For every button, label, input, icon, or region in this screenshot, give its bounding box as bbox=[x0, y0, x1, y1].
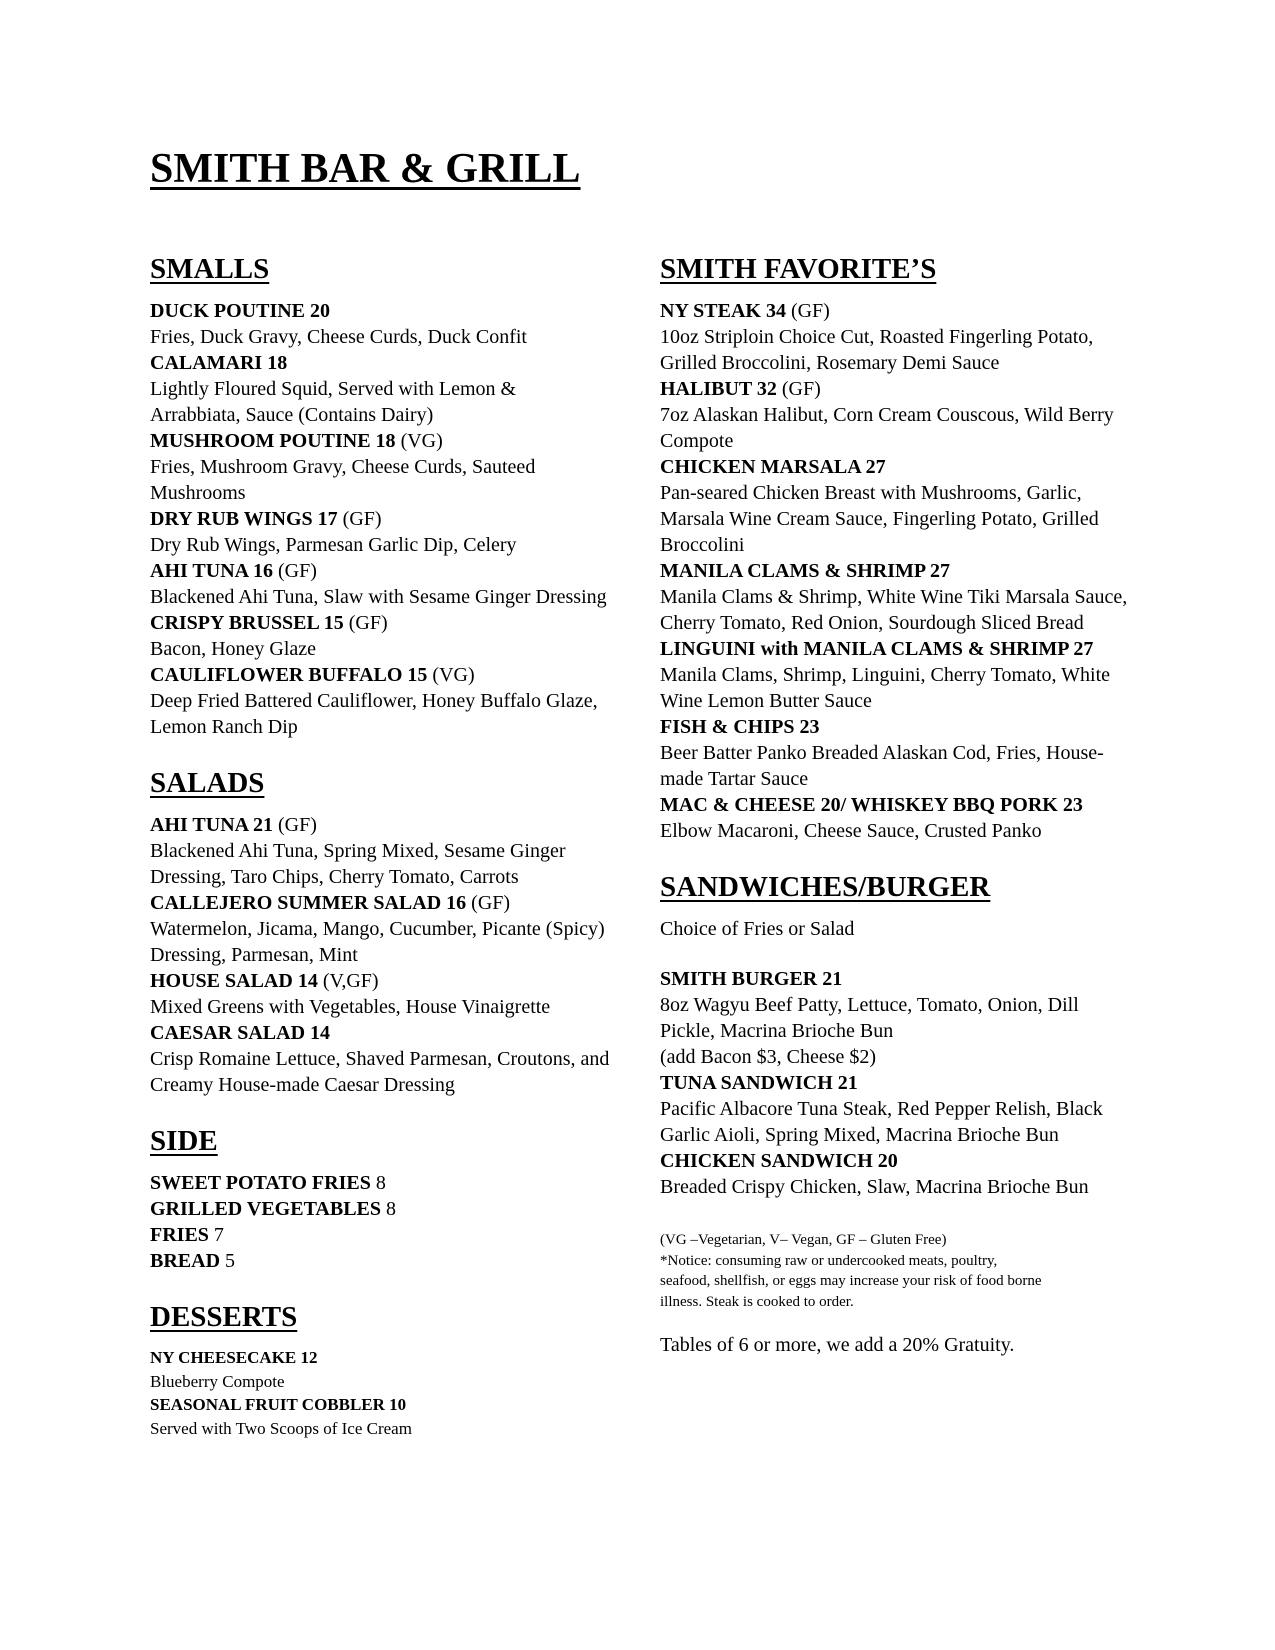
diet-tag: (VG) bbox=[400, 430, 443, 452]
menu-item-desc: 7oz Alaskan Halibut, Corn Cream Couscous, Wild Berry Compote bbox=[660, 404, 1114, 452]
diet-tag: (GF) bbox=[790, 300, 830, 322]
menu-item-name: MUSHROOM POUTINE 18 (VG) bbox=[150, 430, 443, 452]
diet-tag: (GF) bbox=[342, 508, 382, 530]
menu-item-desc: Lightly Floured Squid, Served with Lemon & Arrabbiata, Sauce (Contains Dairy) bbox=[150, 378, 517, 426]
diet-tag: (GF) bbox=[471, 892, 511, 914]
side-heading: SIDE bbox=[150, 1125, 218, 1157]
menu-item-name: DUCK POUTINE 20 bbox=[150, 300, 331, 322]
menu-item-desc: Watermelon, Jicama, Mango, Cucumber, Picante (Spicy) Dressing, Parmesan, Mint bbox=[150, 918, 605, 966]
favorites-section bbox=[660, 252, 1130, 844]
favorites-heading: SMITH FAVORITE’S bbox=[660, 253, 937, 285]
menu-item-name: HOUSE SALAD 14 (V,GF) bbox=[150, 970, 379, 992]
side-item: SWEET POTATO FRIES 8 bbox=[150, 1172, 386, 1194]
sandwiches-intro: Choice of Fries or Salad bbox=[660, 918, 855, 940]
menu-item-desc: Blackened Ahi Tuna, Slaw with Sesame Ginger Dressing bbox=[150, 586, 607, 608]
right-column bbox=[660, 252, 1130, 1384]
menu-item-desc: Manila Clams, Shrimp, Linguini, Cherry Tomato, White Wine Lemon Butter Sauce bbox=[660, 664, 1111, 712]
menu-item-desc: Mixed Greens with Vegetables, House Vinaigrette bbox=[150, 996, 551, 1018]
menu-item-desc: Pacific Albacore Tuna Steak, Red Pepper Relish, Black Garlic Aioli, Spring Mixed, Macrina Brioche Bun bbox=[660, 1098, 1103, 1146]
left-column bbox=[150, 252, 610, 1466]
menu-item-desc: Elbow Macaroni, Cheese Sauce, Crusted Panko bbox=[660, 820, 1042, 842]
side-item: GRILLED VEGETABLES 8 bbox=[150, 1198, 397, 1220]
diet-tag: (GF) bbox=[278, 814, 317, 836]
menu-item-desc: Crisp Romaine Lettuce, Shaved Parmesan, Croutons, and Creamy House-made Caesar Dressing bbox=[150, 1048, 610, 1096]
menu-item-desc: 10oz Striploin Choice Cut, Roasted Fingerling Potato, Grilled Broccolini, Rosemary Demi Sauce bbox=[660, 326, 1094, 374]
side-item: BREAD 5 bbox=[150, 1250, 236, 1272]
sandwiches-heading: SANDWICHES/BURGER bbox=[660, 871, 991, 903]
menu-item-name: DRY RUB WINGS 17 (GF) bbox=[150, 508, 382, 530]
price: 8 bbox=[386, 1198, 397, 1220]
menu-item-desc: 8oz Wagyu Beef Patty, Lettuce, Tomato, Onion, Dill Pickle, Macrina Brioche Bun bbox=[660, 994, 1079, 1042]
diet-tag: (GF) bbox=[278, 560, 317, 582]
diet-tag: (VG) bbox=[432, 664, 475, 686]
menu-item-name: LINGUINI with MANILA CLAMS & SHRIMP 27 bbox=[660, 638, 1094, 660]
menu-item-name: CALLEJERO SUMMER SALAD 16 (GF) bbox=[150, 892, 511, 914]
menu-item-name: CHICKEN SANDWICH 20 bbox=[660, 1150, 898, 1172]
dietary-notes bbox=[660, 1230, 1050, 1312]
price: 7 bbox=[213, 1224, 224, 1246]
diet-legend: (VG –Vegetarian, V– Vegan, GF – Gluten Free) bbox=[660, 1232, 947, 1248]
gratuity-note: Tables of 6 or more, we add a 20% Gratuity. bbox=[660, 1334, 1015, 1356]
menu-item-desc: Manila Clams & Shrimp, White Wine Tiki Marsala Sauce, Cherry Tomato, Red Onion, Sourdough Sliced Bread bbox=[660, 586, 1128, 634]
menu-item-desc: Fries, Mushroom Gravy, Cheese Curds, Sauteed Mushrooms bbox=[150, 456, 536, 504]
smalls-heading: SMALLS bbox=[150, 253, 270, 285]
menu-item-name: CAESAR SALAD 14 bbox=[150, 1022, 331, 1044]
price: 8 bbox=[375, 1172, 386, 1194]
menu-item-name: AHI TUNA 16 (GF) bbox=[150, 560, 317, 582]
menu-item-name: NY CHEESECAKE 12 bbox=[150, 1348, 318, 1367]
menu-item-name: AHI TUNA 21 (GF) bbox=[150, 814, 317, 836]
menu-item-name: MANILA CLAMS & SHRIMP 27 bbox=[660, 560, 951, 582]
desserts-section bbox=[150, 1300, 610, 1440]
menu-item-name: SMITH BURGER 21 bbox=[660, 968, 843, 990]
diet-tag: (V,GF) bbox=[322, 970, 379, 992]
menu-item-desc: Blueberry Compote bbox=[150, 1371, 285, 1391]
menu-item-extra: (add Bacon $3, Cheese $2) bbox=[660, 1046, 877, 1068]
menu-item-desc: Deep Fried Battered Cauliflower, Honey Buffalo Glaze, Lemon Ranch Dip bbox=[150, 690, 598, 738]
menu-item-desc: Fries, Duck Gravy, Cheese Curds, Duck Confit bbox=[150, 326, 527, 348]
smalls-section bbox=[150, 252, 610, 740]
menu-item-desc: Bacon, Honey Glaze bbox=[150, 638, 317, 660]
menu-item-desc: Beer Batter Panko Breaded Alaskan Cod, Fries, House-made Tartar Sauce bbox=[660, 742, 1104, 790]
menu-item-name: HALIBUT 32 (GF) bbox=[660, 378, 821, 400]
menu-item-name: CAULIFLOWER BUFFALO 15 (VG) bbox=[150, 664, 475, 686]
menu-item-name: CRISPY BRUSSEL 15 (GF) bbox=[150, 612, 388, 634]
menu-item-name: CALAMARI 18 bbox=[150, 352, 288, 374]
menu-item-name: FISH & CHIPS 23 bbox=[660, 716, 820, 738]
side-section bbox=[150, 1124, 610, 1274]
menu-item-desc: Breaded Crispy Chicken, Slaw, Macrina Brioche Bun bbox=[660, 1176, 1089, 1198]
menu-item-name: SEASONAL FRUIT COBBLER 10 bbox=[150, 1395, 407, 1414]
menu-item-name: CHICKEN MARSALA 27 bbox=[660, 456, 886, 478]
food-safety-notice: *Notice: consuming raw or undercooked meats, poultry, seafood, shellfish, or eggs may increase your risk of food borne illness. Steak is cooked to order. bbox=[660, 1252, 1042, 1310]
salads-section bbox=[150, 766, 610, 1098]
page-title: SMITH BAR & GRILL bbox=[150, 146, 581, 192]
desserts-heading: DESSERTS bbox=[150, 1301, 298, 1333]
menu-item-desc: Blackened Ahi Tuna, Spring Mixed, Sesame Ginger Dressing, Taro Chips, Cherry Tomato, Carrots bbox=[150, 840, 566, 888]
sandwiches-section bbox=[660, 870, 1130, 1358]
menu-item-name: TUNA SANDWICH 21 bbox=[660, 1072, 858, 1094]
menu-item-name: NY STEAK 34 (GF) bbox=[660, 300, 830, 322]
side-item: FRIES 7 bbox=[150, 1224, 224, 1246]
menu-item-desc: Served with Two Scoops of Ice Cream bbox=[150, 1418, 412, 1438]
diet-tag: (GF) bbox=[348, 612, 388, 634]
menu-item-desc: Pan-seared Chicken Breast with Mushrooms, Garlic, Marsala Wine Cream Sauce, Fingerling Potato, Grilled Broccolini bbox=[660, 482, 1099, 556]
price: 5 bbox=[225, 1250, 236, 1272]
menu-item-desc: Dry Rub Wings, Parmesan Garlic Dip, Celery bbox=[150, 534, 517, 556]
diet-tag: (GF) bbox=[781, 378, 821, 400]
menu-item-name: MAC & CHEESE 20/ WHISKEY BBQ PORK 23 bbox=[660, 794, 1083, 816]
salads-heading: SALADS bbox=[150, 767, 265, 799]
